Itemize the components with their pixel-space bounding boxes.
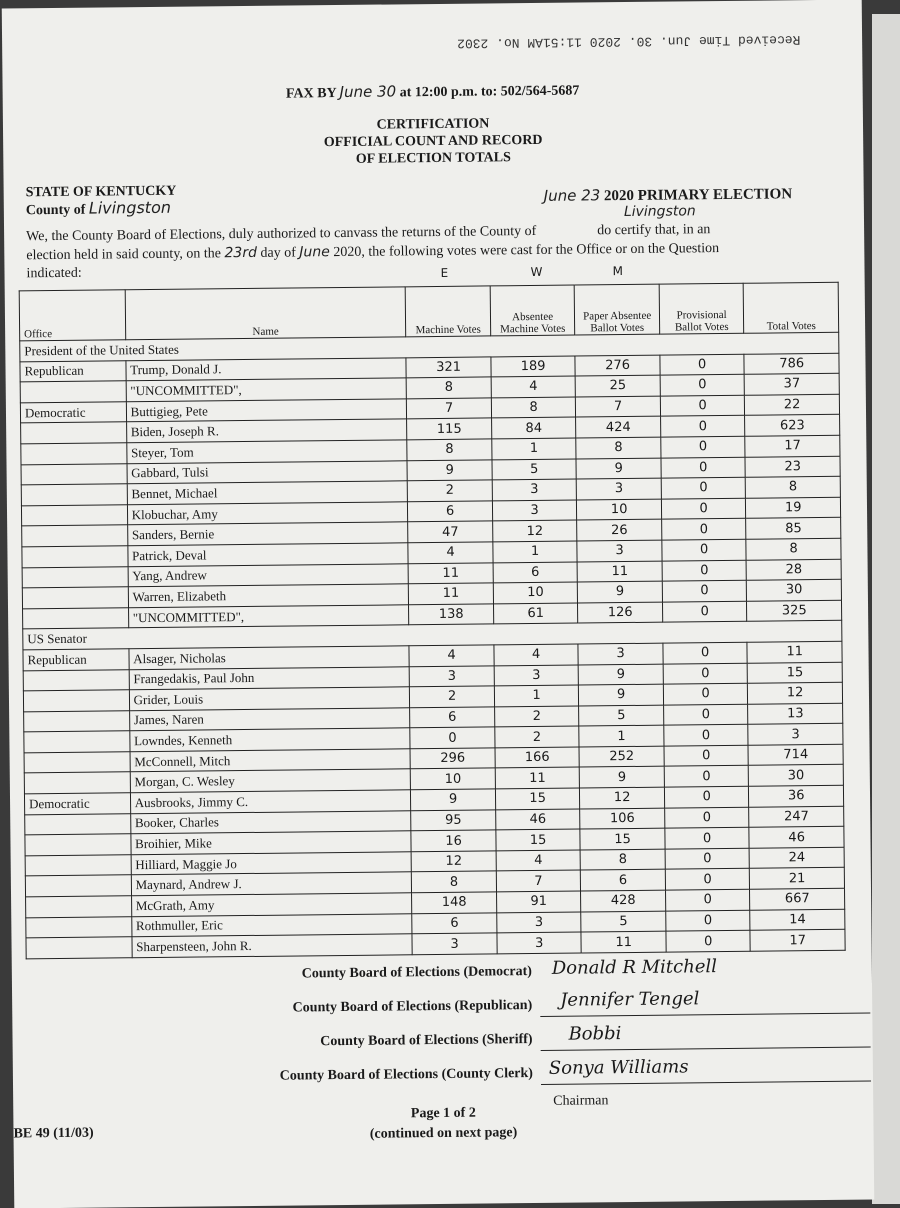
total-votes: 667	[750, 888, 845, 910]
candidate-name: McConnell, Mitch	[130, 749, 411, 773]
paper-absentee-votes: 7	[576, 396, 661, 417]
machine-votes: 95	[411, 810, 496, 831]
candidate-name: Sanders, Bernie	[127, 522, 408, 546]
party-cell	[25, 875, 131, 897]
fax-received-stamp: Received Time Jun. 30. 2020 11:51AM No. 2302	[457, 32, 801, 51]
candidate-name: Biden, Joseph R.	[126, 419, 407, 443]
party-cell	[26, 916, 132, 938]
candidate-name: Lowndes, Kenneth	[129, 728, 410, 752]
provisional-votes: 0	[660, 374, 745, 395]
provisional-votes: 0	[660, 354, 745, 375]
party-cell	[25, 834, 131, 856]
total-votes: 8	[746, 476, 841, 498]
machine-votes: 321	[406, 357, 491, 378]
sig-line-republican	[540, 1012, 870, 1016]
column-mark-e: E	[440, 265, 449, 280]
party-cell	[21, 505, 127, 527]
machine-votes: 6	[412, 913, 497, 934]
provisional-votes: 0	[663, 642, 748, 663]
candidate-name: Maynard, Andrew J.	[131, 872, 412, 896]
paper-absentee-votes: 9	[579, 664, 664, 685]
total-votes: 23	[745, 456, 840, 478]
total-votes: 714	[748, 744, 843, 766]
county-inline: Livingston	[623, 203, 696, 221]
candidate-name: Gabbard, Tulsi	[127, 460, 408, 484]
party-cell	[21, 422, 127, 444]
party-cell	[22, 525, 128, 547]
column-mark-w: W	[530, 264, 543, 280]
machine-votes: 3	[412, 933, 497, 954]
provisional-votes: 0	[665, 828, 750, 849]
header-machine: Machine Votes	[406, 286, 491, 337]
absentee-machine-votes: 12	[492, 520, 577, 541]
form-id: BE 49 (11/03)	[13, 1125, 94, 1142]
candidate-name: Sharpensteen, John R.	[132, 934, 413, 958]
party-cell	[23, 607, 129, 629]
sig-clerk: Sonya Williams	[548, 1056, 689, 1079]
paper-absentee-votes: 11	[581, 931, 666, 952]
provisional-votes: 0	[663, 683, 748, 704]
party-cell	[25, 813, 131, 835]
cert-text-3: indicated:	[26, 265, 82, 282]
absentee-machine-votes: 84	[491, 417, 576, 438]
fax-number: 502/564-5687	[500, 83, 580, 100]
absentee-machine-votes: 61	[493, 603, 578, 624]
absentee-machine-votes: 2	[494, 706, 579, 727]
party-cell	[23, 669, 129, 691]
total-votes: 19	[746, 497, 841, 519]
paper-absentee-votes: 12	[580, 787, 665, 808]
sig-democrat: Donald R Mitchell	[551, 956, 718, 979]
provisional-votes: 0	[661, 436, 746, 457]
party-cell	[20, 381, 126, 403]
total-votes: 28	[746, 559, 841, 581]
adjacent-page-edge	[872, 14, 900, 1204]
candidate-name: Steyer, Tom	[126, 440, 407, 464]
provisional-votes: 0	[665, 807, 750, 828]
total-votes: 30	[749, 765, 844, 787]
section-title: US Senator	[23, 621, 842, 650]
total-votes: 22	[745, 394, 840, 416]
cert-text-2b: day of	[260, 245, 296, 261]
party-cell	[23, 690, 129, 712]
header-paper-absentee: Paper Absentee Ballot Votes	[575, 284, 660, 335]
machine-votes: 8	[406, 377, 491, 398]
absentee-machine-votes: 4	[496, 850, 581, 871]
party-cell	[21, 484, 127, 506]
absentee-machine-votes: 7	[496, 870, 581, 891]
machine-votes: 8	[407, 439, 492, 460]
absentee-machine-votes: 2	[495, 726, 580, 747]
party-cell	[21, 443, 127, 465]
absentee-machine-votes: 91	[496, 891, 581, 912]
paper-absentee-votes: 11	[577, 561, 662, 582]
paper-absentee-votes: 424	[576, 417, 661, 438]
paper-absentee-votes: 106	[580, 808, 665, 829]
total-votes: 46	[749, 827, 844, 849]
cert-text-2a: election held in said county, on the	[26, 246, 222, 264]
total-votes: 21	[750, 868, 845, 890]
total-votes: 24	[749, 847, 844, 869]
machine-votes: 10	[411, 768, 496, 789]
paper-absentee-votes: 276	[575, 355, 660, 376]
election-date: June 23	[543, 186, 601, 205]
party-cell	[24, 752, 130, 774]
party-cell	[26, 896, 132, 918]
provisional-votes: 0	[664, 786, 749, 807]
candidate-name: Trump, Donald J.	[126, 357, 407, 381]
absentee-machine-votes: 15	[495, 788, 580, 809]
candidate-name: Morgan, C. Wesley	[130, 769, 411, 793]
absentee-machine-votes: 5	[492, 459, 577, 480]
state-label: STATE OF KENTUCKY	[25, 183, 177, 201]
paper-absentee-votes: 3	[577, 478, 662, 499]
candidate-name: Ausbrooks, Jimmy C.	[130, 790, 411, 814]
total-votes: 17	[750, 929, 845, 951]
paper-absentee-votes: 6	[581, 870, 666, 891]
machine-votes: 9	[407, 459, 492, 480]
provisional-votes: 0	[663, 704, 748, 725]
machine-votes: 4	[409, 645, 494, 666]
total-votes: 786	[744, 353, 839, 375]
absentee-machine-votes: 15	[496, 829, 581, 850]
chairman-label: Chairman	[553, 1093, 609, 1109]
party-cell: Republican	[20, 360, 126, 382]
absentee-machine-votes: 1	[494, 685, 579, 706]
county-name: Livingston	[88, 197, 172, 218]
paper-absentee-votes: 15	[580, 828, 665, 849]
paper-absentee-votes: 3	[578, 643, 663, 664]
absentee-machine-votes: 3	[497, 932, 582, 953]
absentee-machine-votes: 4	[491, 376, 576, 397]
machine-votes: 296	[410, 748, 495, 769]
paper-absentee-votes: 10	[577, 499, 662, 520]
cert-text-1: We, the County Board of Elections, duly authorized to canvass the returns of the County of	[26, 223, 537, 245]
provisional-votes: 0	[662, 560, 747, 581]
provisional-votes: 0	[661, 457, 746, 478]
provisional-votes: 0	[662, 539, 747, 560]
header-provisional: Provisional Ballot Votes	[659, 283, 744, 334]
provisional-votes: 0	[661, 477, 746, 498]
sig-label-republican: County Board of Elections (Republican)	[292, 998, 533, 1016]
total-votes: 15	[748, 662, 843, 684]
provisional-votes: 0	[666, 930, 751, 951]
sig-sheriff: Bobbi	[568, 1023, 622, 1045]
absentee-machine-votes: 166	[495, 747, 580, 768]
cert-text-2c: 2020, the following votes were cast for the Office or on the Question	[333, 241, 720, 261]
fax-prefix: FAX BY	[285, 86, 337, 102]
total-votes: 247	[749, 806, 844, 828]
continued-note: (continued on next page)	[369, 1125, 518, 1142]
machine-votes: 148	[412, 892, 497, 913]
paper-absentee-votes: 9	[576, 458, 661, 479]
machine-votes: 0	[410, 727, 495, 748]
candidate-name: Bennet, Michael	[127, 481, 408, 505]
paper-absentee-votes: 8	[576, 437, 661, 458]
fax-instruction	[3, 78, 863, 106]
provisional-votes: 0	[664, 766, 749, 787]
provisional-votes: 0	[665, 848, 750, 869]
header-office: Office	[19, 290, 125, 341]
party-cell	[22, 546, 128, 568]
paper-absentee-votes: 25	[575, 375, 660, 396]
candidate-name: "UNCOMMITTED",	[126, 378, 407, 402]
absentee-machine-votes: 189	[491, 356, 576, 377]
provisional-votes: 0	[662, 519, 747, 540]
machine-votes: 11	[408, 562, 493, 583]
absentee-machine-votes: 3	[494, 665, 579, 686]
election-month: June	[299, 244, 330, 261]
section-title: President of the United States	[20, 332, 839, 361]
paper-absentee-votes: 252	[579, 746, 664, 767]
candidate-name: Patrick, Deval	[128, 543, 409, 567]
machine-votes: 11	[409, 583, 494, 604]
absentee-machine-votes: 10	[493, 582, 578, 603]
candidate-name: Yang, Andrew	[128, 563, 409, 587]
provisional-votes: 0	[665, 889, 750, 910]
header-total: Total Votes	[744, 282, 839, 333]
machine-votes: 16	[411, 830, 496, 851]
sig-label-clerk: County Board of Elections (County Clerk)	[279, 1066, 534, 1084]
machine-votes: 115	[407, 418, 492, 439]
absentee-machine-votes: 3	[492, 479, 577, 500]
provisional-votes: 0	[666, 910, 751, 931]
provisional-votes: 0	[662, 601, 747, 622]
total-votes: 36	[749, 785, 844, 807]
paper-absentee-votes: 9	[579, 684, 664, 705]
cert-text-1b: do certify that, in an	[597, 222, 711, 239]
party-cell: Democratic	[24, 793, 130, 815]
candidate-name: Booker, Charles	[130, 810, 411, 834]
total-votes: 30	[747, 579, 842, 601]
sig-label-democrat: County Board of Elections (Democrat)	[301, 964, 532, 982]
absentee-machine-votes: 4	[494, 644, 579, 665]
election-name: 2020 PRIMARY ELECTION	[603, 186, 793, 205]
party-cell	[24, 772, 130, 794]
machine-votes: 47	[408, 521, 493, 542]
certification-text	[26, 220, 847, 284]
candidate-name: Grider, Louis	[129, 687, 410, 711]
total-votes: 12	[748, 682, 843, 704]
party-cell	[24, 710, 130, 732]
total-votes: 37	[745, 373, 840, 395]
candidate-name: McGrath, Amy	[131, 893, 412, 917]
sig-republican: Jennifer Tengel	[560, 988, 700, 1011]
machine-votes: 138	[409, 604, 494, 625]
county-label: County of	[25, 202, 86, 219]
absentee-machine-votes: 6	[493, 562, 578, 583]
provisional-votes: 0	[664, 725, 749, 746]
candidate-name: Hilliard, Maggie Jo	[131, 852, 412, 876]
machine-votes: 2	[408, 480, 493, 501]
total-votes: 11	[747, 641, 842, 663]
paper-absentee-votes: 8	[580, 849, 665, 870]
paper-absentee-votes: 428	[581, 890, 666, 911]
paper-absentee-votes: 9	[578, 581, 663, 602]
paper-absentee-votes: 3	[577, 540, 662, 561]
title-line-3: OF ELECTION TOTALS	[355, 150, 511, 167]
absentee-machine-votes: 3	[492, 500, 577, 521]
paper-absentee-votes: 5	[579, 705, 664, 726]
fax-date: June 30	[339, 82, 397, 102]
provisional-votes: 0	[663, 663, 748, 684]
party-cell	[21, 463, 127, 485]
candidate-name: Klobuchar, Amy	[127, 502, 408, 526]
provisional-votes: 0	[660, 395, 745, 416]
total-votes: 623	[745, 415, 840, 437]
vote-rows	[20, 332, 845, 958]
absentee-machine-votes: 1	[493, 541, 578, 562]
paper-absentee-votes: 1	[579, 725, 664, 746]
candidate-name: "UNCOMMITTED",	[128, 605, 409, 629]
machine-votes: 6	[410, 707, 495, 728]
column-mark-m: M	[612, 264, 623, 279]
total-votes: 14	[750, 909, 845, 931]
form-title	[3, 112, 863, 172]
title-line-1: CERTIFICATION	[376, 116, 490, 133]
paper-absentee-votes: 9	[580, 767, 665, 788]
candidate-name: Buttigieg, Pete	[126, 399, 407, 423]
candidate-name: Rothmuller, Eric	[131, 913, 412, 937]
election-certification-form	[2, 0, 875, 1208]
candidate-name: Broihier, Mike	[131, 831, 412, 855]
party-cell: Democratic	[20, 402, 126, 424]
fax-suffix: at 12:00 p.m. to:	[399, 84, 498, 101]
party-cell	[22, 587, 128, 609]
total-votes: 8	[746, 538, 841, 560]
sig-line-sheriff	[541, 1046, 871, 1050]
title-line-2: OFFICIAL COUNT AND RECORD	[323, 132, 543, 151]
absentee-machine-votes: 8	[491, 397, 576, 418]
party-cell: Republican	[23, 649, 129, 671]
candidate-name: James, Naren	[129, 707, 410, 731]
machine-votes: 12	[411, 851, 496, 872]
party-cell	[22, 566, 128, 588]
paper-absentee-votes: 26	[577, 519, 662, 540]
sig-label-sheriff: County Board of Elections (Sheriff)	[320, 1032, 533, 1050]
provisional-votes: 0	[662, 580, 747, 601]
machine-votes: 8	[412, 871, 497, 892]
party-cell	[24, 731, 130, 753]
candidate-name: Warren, Elizabeth	[128, 584, 409, 608]
header-absentee-machine: Absentee Machine Votes	[490, 285, 575, 336]
page-number: Page 1 of 2	[410, 1105, 476, 1122]
page-footer	[343, 1103, 543, 1145]
machine-votes: 6	[408, 501, 493, 522]
election-day: 23rd	[224, 244, 258, 262]
provisional-votes: 0	[665, 869, 750, 890]
total-votes: 85	[746, 518, 841, 540]
total-votes: 13	[748, 703, 843, 725]
total-votes: 17	[745, 435, 840, 457]
provisional-votes: 0	[660, 416, 745, 437]
vote-totals-table	[19, 282, 846, 959]
party-cell	[25, 855, 131, 877]
absentee-machine-votes: 3	[497, 912, 582, 933]
absentee-machine-votes: 46	[496, 809, 581, 830]
sig-line-clerk	[541, 1080, 871, 1084]
machine-votes: 9	[411, 789, 496, 810]
machine-votes: 7	[407, 398, 492, 419]
machine-votes: 3	[409, 665, 494, 686]
total-votes: 3	[748, 724, 843, 746]
party-cell	[26, 937, 132, 959]
total-votes: 325	[747, 600, 842, 622]
paper-absentee-votes: 5	[581, 911, 666, 932]
candidate-name: Alsager, Nicholas	[129, 646, 410, 670]
candidate-name: Frangedakis, Paul John	[129, 666, 410, 690]
machine-votes: 2	[410, 686, 495, 707]
absentee-machine-votes: 1	[492, 438, 577, 459]
provisional-votes: 0	[661, 498, 746, 519]
machine-votes: 4	[408, 542, 493, 563]
absentee-machine-votes: 11	[495, 767, 580, 788]
provisional-votes: 0	[664, 745, 749, 766]
paper-absentee-votes: 126	[578, 602, 663, 623]
header-name: Name	[125, 287, 406, 340]
